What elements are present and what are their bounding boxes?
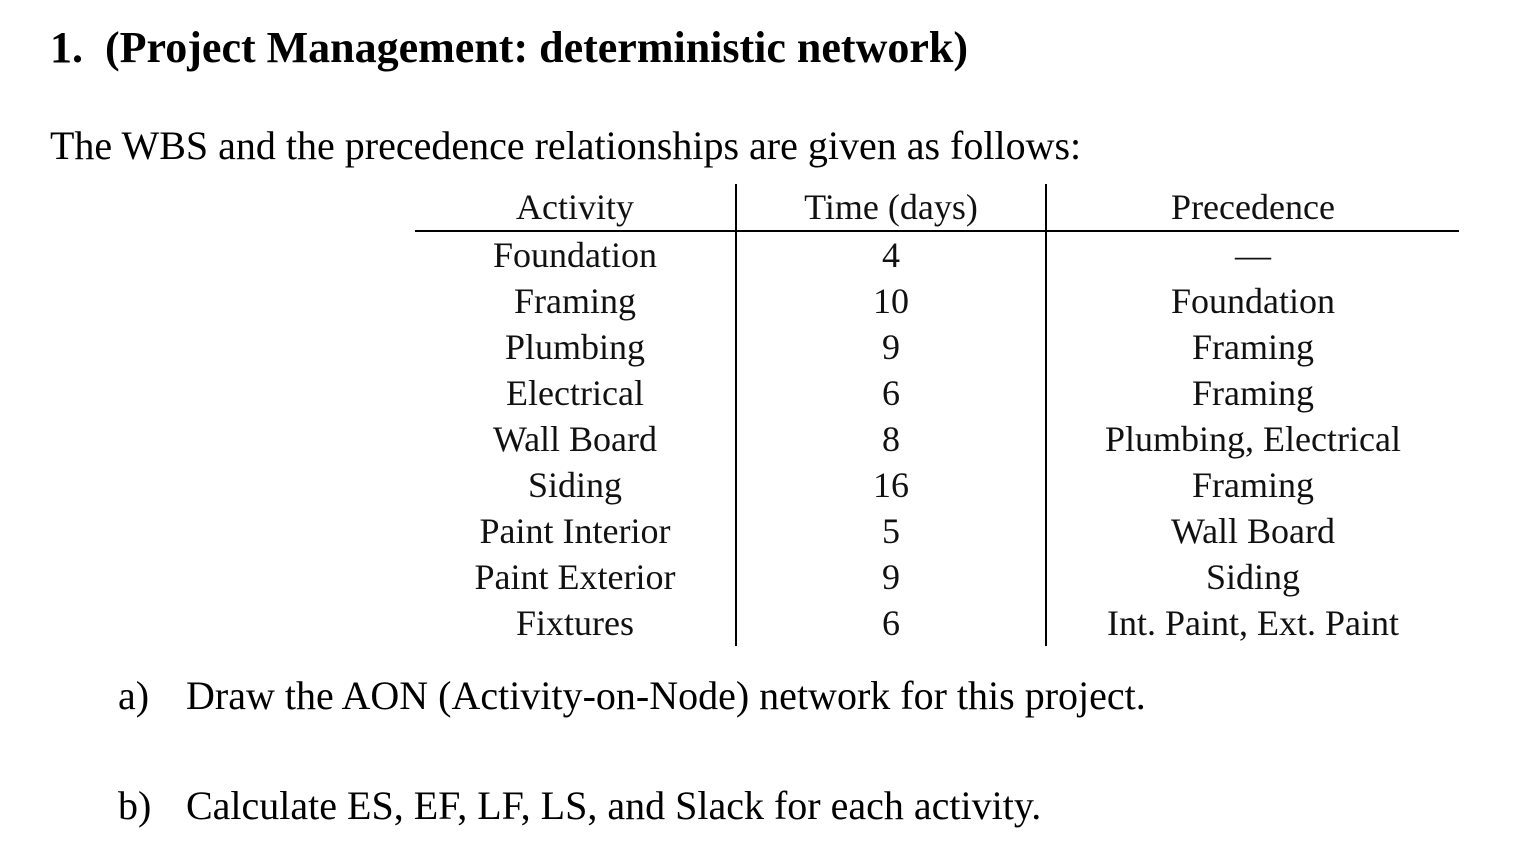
cell-activity: Paint Interior (479, 511, 671, 551)
wbs-table (415, 184, 1459, 646)
cell-activity: Paint Exterior (474, 557, 676, 597)
table-body (415, 231, 1459, 646)
question-a-label: a) (118, 673, 150, 718)
cell-time: 5 (736, 508, 1046, 554)
question-b (118, 782, 1041, 829)
cell-precedence: Plumbing, Electrical (1046, 416, 1459, 462)
header-time: Time (days) (736, 184, 1046, 231)
table-row (415, 416, 1459, 462)
cell-precedence: Framing (1046, 324, 1459, 370)
table-row (415, 278, 1459, 324)
cell-precedence: Foundation (1046, 278, 1459, 324)
cell-activity: Electrical (506, 373, 644, 413)
cell-activity: Fixtures (515, 603, 634, 643)
cell-precedence: Wall Board (1046, 508, 1459, 554)
cell-precedence: — (1046, 231, 1459, 278)
cell-activity: Siding (527, 465, 623, 505)
table-row (415, 508, 1459, 554)
cell-time: 16 (736, 462, 1046, 508)
table-row (415, 554, 1459, 600)
header-precedence: Precedence (1046, 184, 1459, 231)
question-a-text: Draw the AON (Activity-on-Node) network for this project. (186, 673, 1146, 718)
cell-time: 10 (736, 278, 1046, 324)
table-row (415, 231, 1459, 278)
problem-heading (50, 22, 968, 73)
table-row (415, 600, 1459, 646)
cell-activity: Framing (514, 281, 636, 321)
cell-precedence: Siding (1046, 554, 1459, 600)
header-activity: Activity (415, 184, 736, 231)
cell-precedence: Framing (1046, 370, 1459, 416)
cell-time: 6 (736, 370, 1046, 416)
question-b-text: Calculate ES, EF, LF, LS, and Slack for each activity. (186, 783, 1042, 828)
cell-activity: Plumbing (504, 327, 646, 367)
cell-activity: Foundation (492, 235, 657, 275)
cell-activity: Wall Board (492, 419, 658, 459)
problem-number: 1. (50, 23, 83, 72)
table-header-row (415, 184, 1459, 231)
table-row (415, 324, 1459, 370)
cell-time: 4 (736, 231, 1046, 278)
cell-time: 6 (736, 600, 1046, 646)
cell-precedence: Framing (1046, 462, 1459, 508)
cell-time: 9 (736, 554, 1046, 600)
table-row (415, 370, 1459, 416)
intro-text: The WBS and the precedence relationships are given as follows: (50, 123, 1082, 168)
cell-time: 9 (736, 324, 1046, 370)
table-row (415, 462, 1459, 508)
problem-title: (Project Management: deterministic network) (105, 23, 969, 72)
cell-time: 8 (736, 416, 1046, 462)
question-b-label: b) (118, 783, 152, 828)
question-a (118, 672, 1146, 719)
cell-precedence: Int. Paint, Ext. Paint (1046, 600, 1459, 646)
